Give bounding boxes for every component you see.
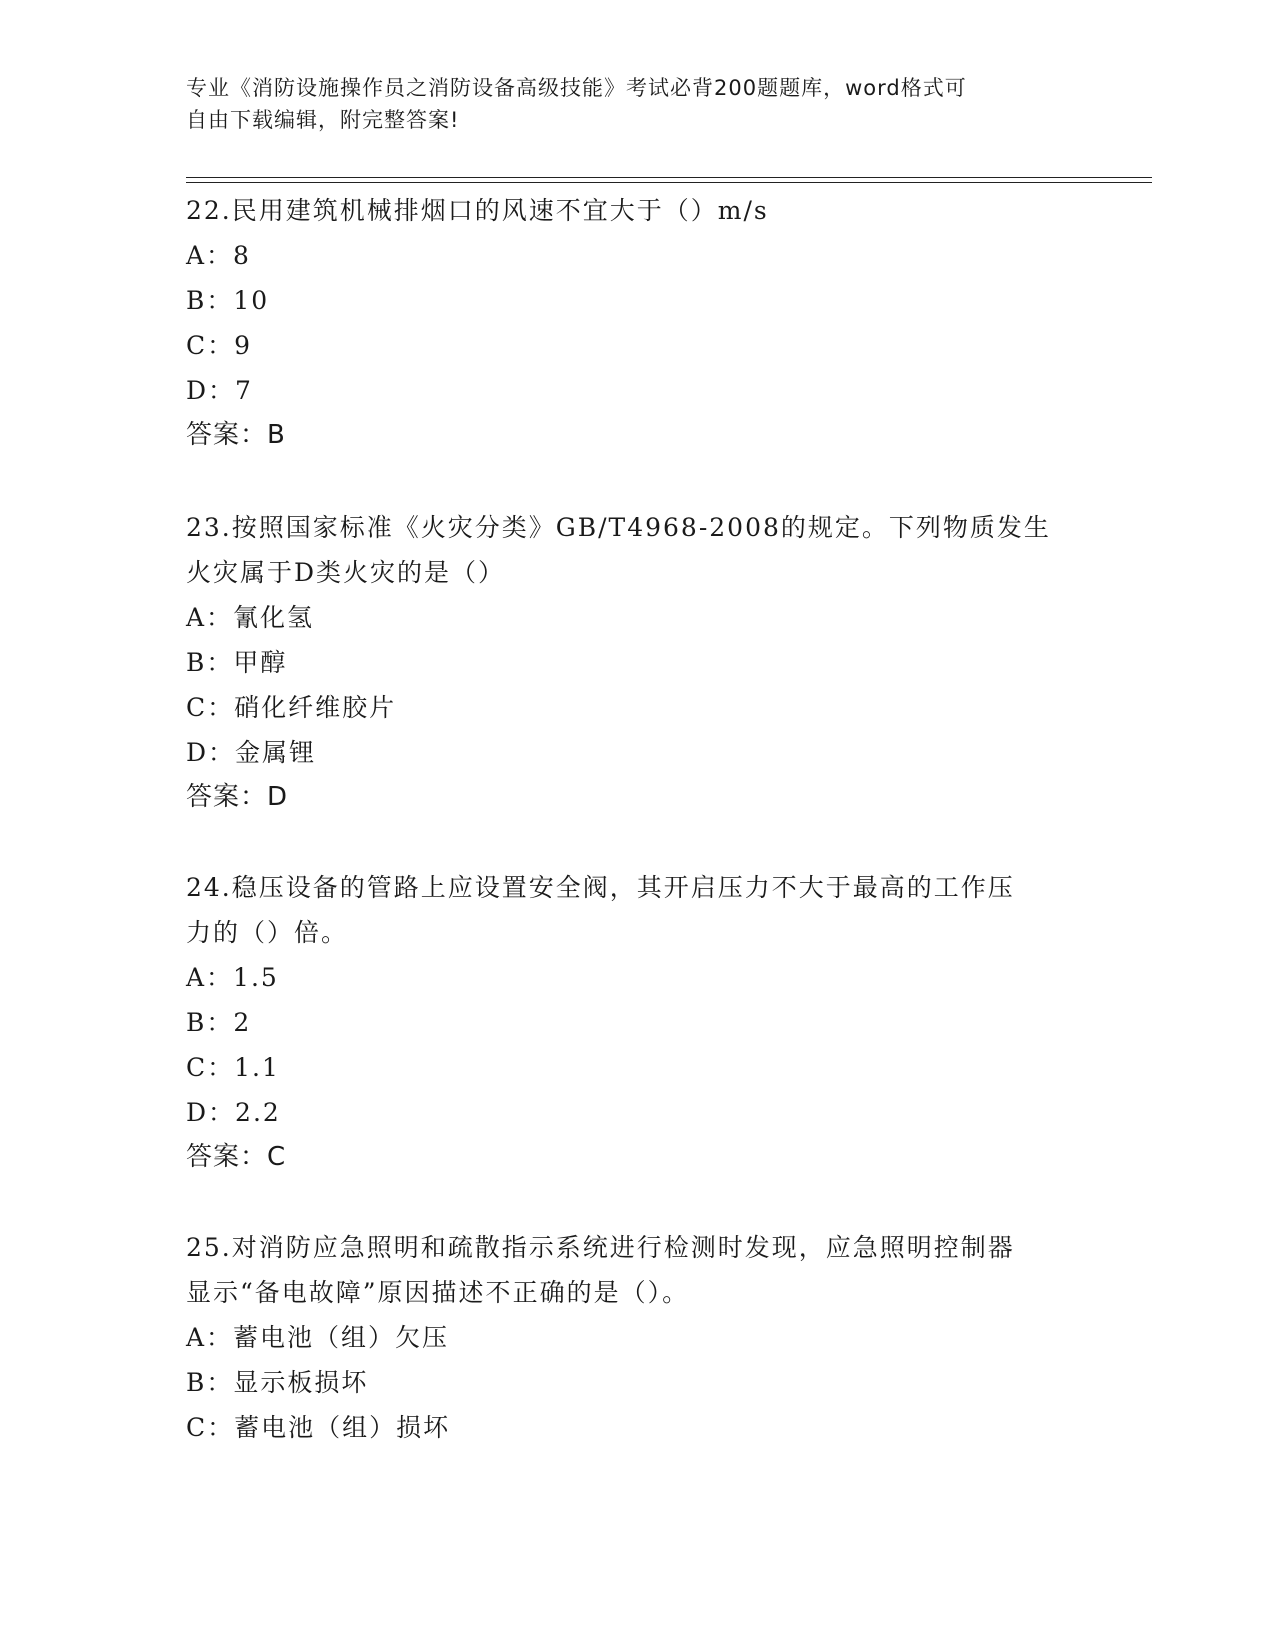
question-stem-cont: 火灾属于D类火灾的是（）: [186, 558, 506, 587]
option-a: A：1.5: [186, 963, 279, 992]
question-stem-cont: 显示“备电故障”原因描述不正确的是（）。: [186, 1278, 690, 1307]
header-divider-bottom: [186, 182, 1152, 183]
option-d: D：金属锂: [186, 738, 317, 767]
option-a: A：8: [186, 241, 251, 270]
question-23: [186, 505, 1086, 820]
option-a: A：氰化氢: [186, 603, 315, 632]
option-d: D：7: [186, 376, 253, 405]
question-stem: 22.民用建筑机械排烟口的风速不宜大于（）m/s: [186, 196, 769, 225]
option-b: B：2: [186, 1008, 252, 1037]
question-25: [186, 1225, 1086, 1450]
question-stem-cont: 力的（）倍。: [186, 918, 349, 947]
document-header: [186, 72, 1086, 136]
question-22: [186, 188, 1086, 458]
option-c: C：1.1: [186, 1053, 280, 1082]
question-stem: 25.对消防应急照明和疏散指示系统进行检测时发现，应急照明控制器: [186, 1233, 1015, 1262]
answer: 答案：D: [186, 782, 289, 812]
answer: 答案：B: [186, 420, 286, 450]
question-24: [186, 865, 1086, 1180]
option-a: A：蓄电池（组）欠压: [186, 1323, 450, 1352]
option-c: C：9: [186, 331, 253, 360]
option-b: B：10: [186, 286, 270, 315]
option-c: C：蓄电池（组）损坏: [186, 1413, 451, 1442]
option-c: C：硝化纤维胶片: [186, 693, 397, 722]
option-b: B：显示板损坏: [186, 1368, 369, 1397]
question-stem: 23.按照国家标准《火灾分类》GB/T4968-2008的规定。下列物质发生: [186, 513, 1051, 542]
option-b: B：甲醇: [186, 648, 288, 677]
answer: 答案：C: [186, 1142, 287, 1172]
header-divider-top: [186, 177, 1152, 178]
header-line-2: 自由下载编辑，附完整答案!: [186, 108, 460, 132]
option-d: D：2.2: [186, 1098, 281, 1127]
header-line-1: 专业《消防设施操作员之消防设备高级技能》考试必背200题题库，word格式可: [186, 76, 967, 100]
question-stem: 24.稳压设备的管路上应设置安全阀，其开启压力不大于最高的工作压: [186, 873, 1015, 902]
